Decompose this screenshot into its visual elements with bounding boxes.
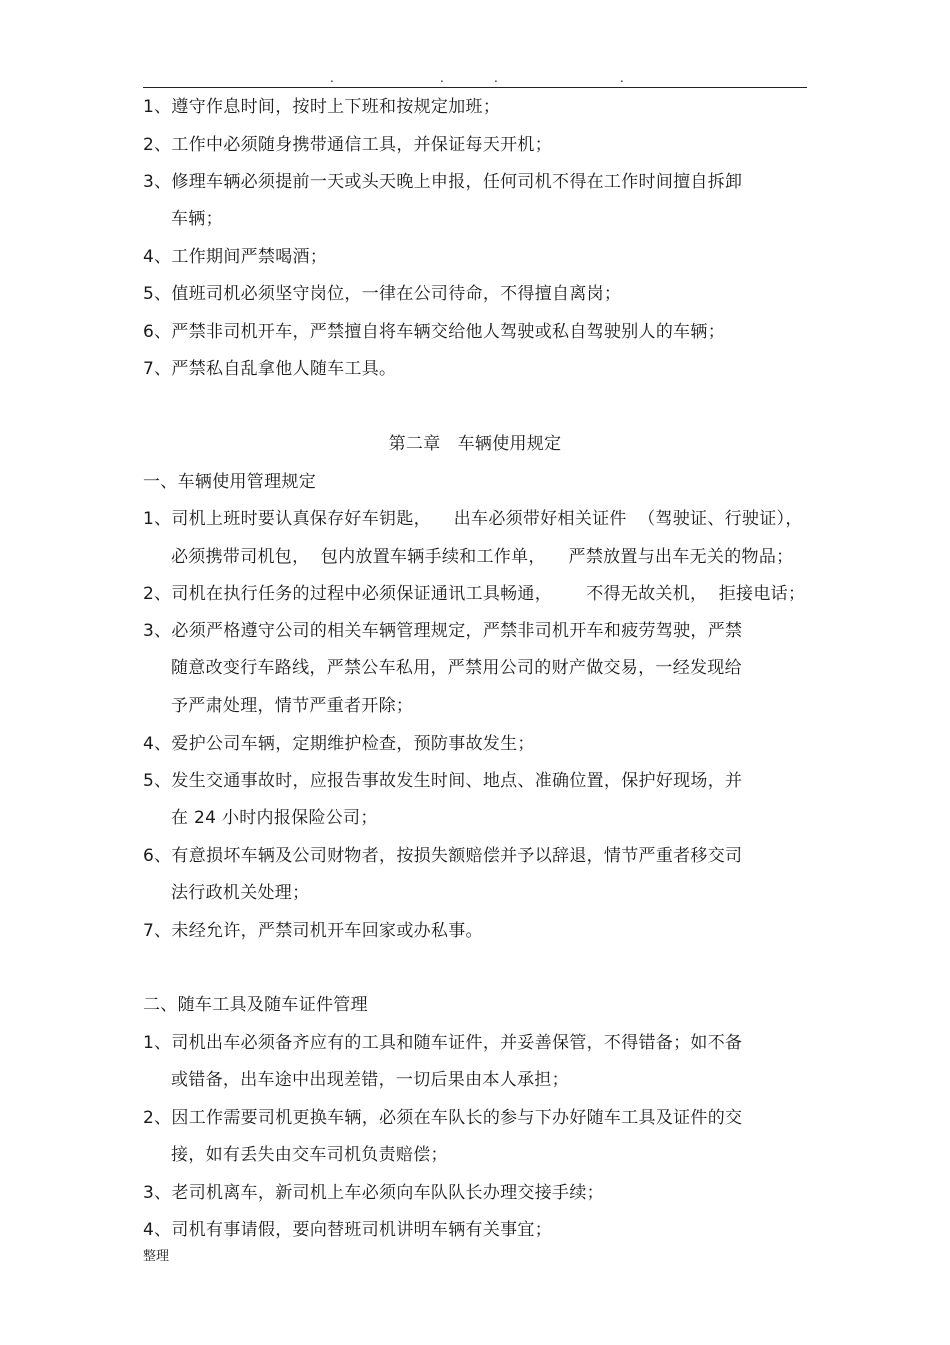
header-dot: .: [620, 71, 624, 85]
rule-item: 2、司机在执行任务的过程中必须保证通讯工具畅通， 不得无故关机， 拒接电话；: [143, 584, 806, 604]
rule-item: 3、修理车辆必须提前一天或头天晚上申报，任何司机不得在工作时间擅自拆卸: [143, 172, 743, 192]
page-footer: 整理: [143, 1249, 170, 1264]
rule-item: 2、因工作需要司机更换车辆，必须在车队长的参与下办好随车工具及证件的交: [143, 1108, 743, 1128]
subsection-heading: 二、随车工具及随车证件管理: [143, 995, 368, 1015]
rule-item: 4、司机有事请假，要向替班司机讲明车辆有关事宜；: [143, 1220, 553, 1240]
rule-item: 6、有意损坏车辆及公司财物者，按损失额赔偿并予以辞退，情节严重者移交司: [143, 846, 743, 866]
rule-item: 5、发生交通事故时，应报告事故发生时间、地点、准确位置，保护好现场，并: [143, 771, 743, 791]
rule-item: 3、老司机离车，新司机上车必须向车队队长办理交接手续；: [143, 1183, 604, 1203]
subsection-heading: 一、车辆使用管理规定: [143, 472, 316, 492]
rule-item: 4、爱护公司车辆，定期维护检查，预防事故发生；: [143, 734, 535, 754]
rule-item: 1、司机上班时要认真保存好车钥匙， 出车必须带好相关证件 （驾驶证、行驶证），: [143, 509, 803, 529]
chapter-title: 第二章 车辆使用规定: [388, 434, 562, 454]
rule-item: 3、必须严格遵守公司的相关车辆管理规定，严禁非司机开车和疲劳驾驶，严禁: [143, 621, 743, 641]
rule-item-continuation: 在 24 小时内报保险公司；: [171, 808, 378, 828]
rule-item-continuation: 车辆；: [171, 209, 223, 229]
header-dot: .: [494, 71, 498, 85]
rule-item: 1、司机出车必须备齐应有的工具和随车证件，并妥善保管，不得错备；如不备: [143, 1033, 743, 1053]
rule-item: 6、严禁非司机开车，严禁擅自将车辆交给他人驾驶或私自驾驶别人的车辆；: [143, 322, 726, 342]
rule-item-continuation: 予严肃处理，情节严重者开除；: [171, 696, 414, 716]
header-rule: [143, 87, 807, 88]
rule-item: 2、工作中必须随身携带通信工具，并保证每天开机；: [143, 135, 553, 155]
rule-item-continuation: 随意改变行车路线，严禁公车私用，严禁用公司的财产做交易，一经发现给: [171, 658, 742, 678]
header-dot: .: [330, 71, 334, 85]
rule-item-continuation: 或错备，出车途中出现差错，一切后果由本人承担；: [171, 1070, 569, 1090]
rule-item: 4、工作期间严禁喝酒；: [143, 247, 328, 267]
rule-item: 5、值班司机必须坚守岗位，一律在公司待命，不得擅自离岗；: [143, 284, 622, 304]
rule-item: 7、严禁私自乱拿他人随车工具。: [143, 359, 397, 379]
rule-item-continuation: 法行政机关处理；: [171, 883, 310, 903]
rule-item: 7、未经允许，严禁司机开车回家或办私事。: [143, 921, 483, 941]
rule-item-continuation: 必须携带司机包， 包内放置车辆手续和工作单， 严禁放置与出车无关的物品；: [171, 547, 794, 567]
header-dot: .: [440, 71, 444, 85]
rule-item-continuation: 接，如有丢失由交车司机负责赔偿；: [171, 1145, 448, 1165]
rule-item: 1、遵守作息时间，按时上下班和按规定加班；: [143, 97, 501, 117]
